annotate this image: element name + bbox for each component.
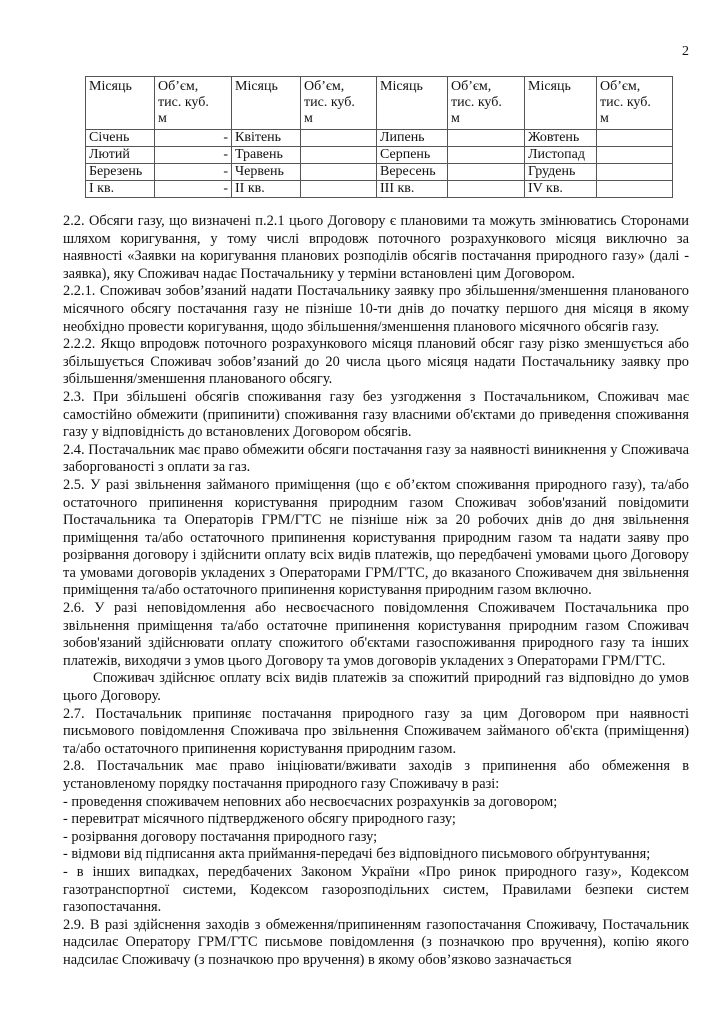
volume-cell [448, 130, 525, 147]
clause-2-8: 2.8. Постачальник має право ініціювати/вживати заходів з припинення або обмеження в установленому порядку постачання природного газу Споживачу в разі: [63, 758, 689, 792]
clause-2-8-item: - відмови від підписання акта приймання-передачі без відповідного письмового обґрунтування; [63, 846, 651, 863]
header-month: Місяць [377, 77, 448, 130]
quarter-cell: I кв. [86, 181, 155, 198]
clause-2-8-item: - проведення споживачем неповних або несвоєчасних розрахунків за договором; [63, 793, 558, 810]
table-row [86, 130, 673, 147]
quarter-cell: III кв. [377, 181, 448, 198]
clause-2-2-1: 2.2.1. Споживач зобов’язаний надати Постачальнику заявку про збільшення/зменшення планованого місячного обсягу постачання газу не пізніше 10-ти днів до початку першого дня місяця в якому необхідно провести коригування, щодо збільшення/зменшення планового місячного обсягів газу. [63, 283, 689, 335]
month-cell: Серпень [377, 147, 448, 164]
month-cell: Жовтень [525, 130, 597, 147]
clause-2-5: 2.5. У разі звільнення займаного приміщення (що є об’єктом споживання природного газу), та/або остаточного припинення користування природним газом Споживач зобов'язаний повідомити Постачальника та Операторів ГРМ/ГТС не пізніше ніж за 20 робочих днів до дня звільнення приміщення та/або остаточного припинення користування природним газом та надати заяву про розірвання договору і здійснити оплату всіх видів платежів, що передбачені умовами цього Договору та умовами договорів укладених з Операторами ГРМ/ГТС, до вказаного Споживачем дня звільнення приміщення та/або остаточного припинення користування природним газом включно. [63, 476, 689, 599]
table-header-row [86, 77, 673, 130]
contract-body [63, 213, 689, 970]
volume-cell [301, 147, 377, 164]
month-cell: Січень [86, 130, 155, 147]
volume-cell: - [155, 130, 232, 147]
month-cell: Травень [232, 147, 301, 164]
header-volume: Об’єм, тис. куб. м [597, 77, 673, 130]
month-cell: Листопад [525, 147, 597, 164]
quarter-cell: II кв. [232, 181, 301, 198]
volume-cell [597, 147, 673, 164]
quarter-cell: IV кв. [525, 181, 597, 198]
volume-cell [301, 164, 377, 181]
month-cell: Червень [232, 164, 301, 181]
month-cell: Липень [377, 130, 448, 147]
header-volume: Об’єм, тис. куб. м [155, 77, 232, 130]
clause-2-8-item: - перевитрат місячного підтвердженого обсягу природного газу; [63, 811, 456, 828]
volume-cell [597, 164, 673, 181]
table-row [86, 181, 673, 198]
clause-2-3: 2.3. При збільшені обсягів споживання газу без узгодження з Постачальником, Споживач має самостійно обмежити (припинити) споживання газу власними об'єктами до приведення споживання газу у відповідність до встановлених Договором обсягів. [63, 388, 689, 441]
month-cell: Лютий [86, 147, 155, 164]
month-cell: Грудень [525, 164, 597, 181]
clause-2-2: 2.2. Обсяги газу, що визначені п.2.1 цього Договору є плановими та можуть змінюватись Сторонами шляхом коригування, у тому числі впродовж поточного розрахункового місяця виключно за наявності «Заявки на коригування планових розподілів обсягів постачання природного газу» (далі - заявка), яку Споживач надає Постачальнику у терміни встановлені цим Договором. [63, 213, 689, 282]
clause-2-8-item: - розірвання договору постачання природного газу; [63, 828, 378, 845]
volume-cell [301, 130, 377, 147]
clause-2-9: 2.9. В разі здійснення заходів з обмеження/припиненням газопостачання Споживачу, Постачальник надсилає Оператору ГРМ/ГТС письмове повідомлення (з позначкою про вручення), копію якого надсилає Споживачу (з позначкою про вручення) в якому обов’язково зазначається [63, 916, 689, 968]
clause-2-6: 2.6. У разі неповідомлення або несвоєчасного повідомлення Споживачем Постачальника про звільнення приміщення та/або остаточне припинення користування природним газом Споживач зобов'язаний здійснювати оплату спожитого об'єктами газоспоживання природного газу та інших платежів, виходячи з умов цього Договору та умов договорів укладених з Операторами ГРМ/ГТС. [63, 600, 689, 669]
page-number: 2 [682, 44, 689, 59]
header-month: Місяць [232, 77, 301, 130]
month-cell: Квітень [232, 130, 301, 147]
header-month: Місяць [525, 77, 597, 130]
clause-2-4: 2.4. Постачальник має право обмежити обсяги постачання газу за наявності виникнення у Споживача заборгованості з оплати за газ. [63, 441, 689, 476]
clause-2-8-item: - в інших випадках, передбачених Законом України «Про ринок природного газу», Кодексом газотранспортної системи, Кодексом газорозподільних систем, Правилами безпеки систем газопостачання. [63, 863, 689, 916]
clause-2-2-2: 2.2.2. Якщо впродовж поточного розрахункового місяця плановий обсяг газу різко зменшується або збільшується Споживач зобов’язаний до 20 числа цього місяця надати Постачальнику заявку про збільшення/зменшення планованого обсягу. [63, 336, 689, 388]
volume-cell [448, 164, 525, 181]
table-row [86, 164, 673, 181]
month-cell: Березень [86, 164, 155, 181]
volume-cell: - [155, 181, 232, 198]
volume-cell [597, 130, 673, 147]
volume-cell: - [155, 164, 232, 181]
clause-2-7: 2.7. Постачальник припиняє постачання природного газу за цим Договором при наявності письмового повідомлення Споживача про звільнення Споживачем займаного об'єкта (приміщення) та/або остаточного припинення користування природним газом. [63, 705, 689, 757]
header-month: Місяць [86, 77, 155, 130]
volume-cell [597, 181, 673, 198]
month-cell: Вересень [377, 164, 448, 181]
header-volume: Об’єм, тис. куб. м [448, 77, 525, 130]
volume-cell [448, 147, 525, 164]
clause-2-6-payment: Споживач здійснює оплату всіх видів платежів за спожитий природний газ відповідно до умов цього Договору. [63, 670, 689, 705]
monthly-volume-table [85, 76, 673, 198]
volume-cell: - [155, 147, 232, 164]
volume-cell [448, 181, 525, 198]
volume-cell [301, 181, 377, 198]
table-row [86, 147, 673, 164]
header-volume: Об’єм, тис. куб. м [301, 77, 377, 130]
